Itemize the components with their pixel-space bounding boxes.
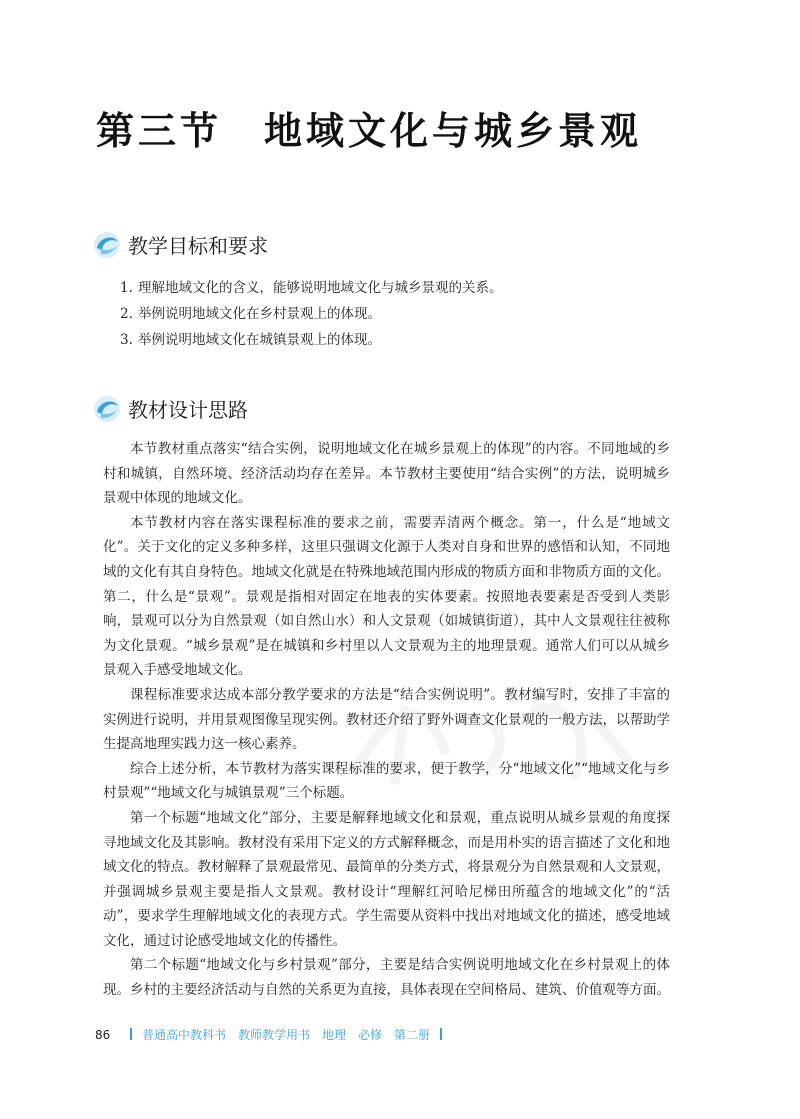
design-body: [103, 437, 670, 1003]
paragraph: 课程标准要求达成本部分教学要求的方法是“结合实例说明”。教材编写时，安排了丰富的实例进行说明，并用景观图像呈现实例。教材还介绍了野外调查文化景观的一般方法，以帮助学生提高地理实践力这一核心素养。: [103, 686, 670, 753]
swirl-icon: [92, 394, 122, 424]
paragraph: 综合上述分析，本节教材为落实课程标准的要求，便于教学，分“地域文化”“地域文化与乡村景观”“地域文化与城镇景观”三个标题。: [103, 760, 670, 802]
page-footer: [95, 1026, 442, 1046]
section-title: 教学目标和要求: [128, 234, 268, 258]
item-number: 1.: [120, 280, 133, 296]
swirl-icon: [92, 230, 122, 260]
list-item: [120, 275, 700, 301]
footer-divider: [440, 1028, 442, 1040]
item-number: 3.: [120, 332, 133, 348]
list-item: [120, 327, 700, 353]
objectives-list: [120, 275, 700, 353]
paragraph: 第二个标题“地域文化与乡村景观”部分，主要是结合实例说明地域文化在乡村景观上的体现。乡村的主要经济活动与自然的关系更为直接，具体表现在空间格局、建筑、价值观等方面。: [103, 957, 670, 999]
book-series-title: 普通高中教科书 教师教学用书 地理 必修 第二册: [141, 1028, 430, 1042]
paragraph: 本节教材内容在落实课程标准的要求之前，需要弄清两个概念。第一，什么是“地域文化”。关于文化的定义多种多样，这里只强调文化源于人类对自身和世界的感悟和认知，不同地域的文化有其自身特色。地域文化就是在特殊地域范围内形成的物质方面和非物质方面的文化。第二，什么是“景观”。景观是指相对固定在地表的实体要素。按照地表要素是否受到人类影响，景观可以分为自然景观（如自然山水）和人文景观（如城镇街道），其中人文景观往往被称为文化景观。“城乡景观”是在城镇和乡村里以人文景观为主的地理景观。通常人们可以从城乡景观入手感受地域文化。: [103, 514, 670, 679]
section-title: 教材设计思路: [128, 398, 248, 422]
item-number: 2.: [120, 306, 133, 322]
page-number: 86: [95, 1028, 111, 1042]
paragraph: 本节教材重点落实“结合实例，说明地域文化在城乡景观上的体现”的内容。不同地域的乡村和城镇，自然环境、经济活动均存在差异。本节教材主要使用“结合实例”的方法，说明城乡景观中体现的地域文化。: [103, 441, 670, 507]
item-text: 理解地域文化的含义，能够说明地域文化与城乡景观的关系。: [138, 280, 503, 296]
section-heading-design: [92, 390, 692, 430]
paragraph: 第一个标题“地域文化”部分，主要是解释地域文化和景观，重点说明从城乡景观的角度探寻地域文化及其影响。教材没有采用下定义的方式解释概念，而是用朴实的语言描述了文化和地域文化的特点。教材解释了景观最常见、最简单的分类方式，将景观分为自然景观和人文景观，并强调城乡景观主要是指人文景观。教材设计“理解红河哈尼梯田所蕴含的地域文化”的“活动”，要求学生理解地域文化的表现方式。学生需要从资料中找出对地域文化的描述，感受地域文化，通过讨论感受地域文化的传播性。: [103, 809, 670, 949]
section-heading-objectives: [92, 226, 692, 266]
item-text: 举例说明地域文化在乡村景观上的体现。: [138, 306, 381, 322]
footer-divider: [130, 1028, 132, 1040]
list-item: [120, 301, 700, 327]
chapter-title: 第三节 地域文化与城乡景观: [96, 108, 643, 153]
item-text: 举例说明地域文化在城镇景观上的体现。: [138, 332, 381, 348]
